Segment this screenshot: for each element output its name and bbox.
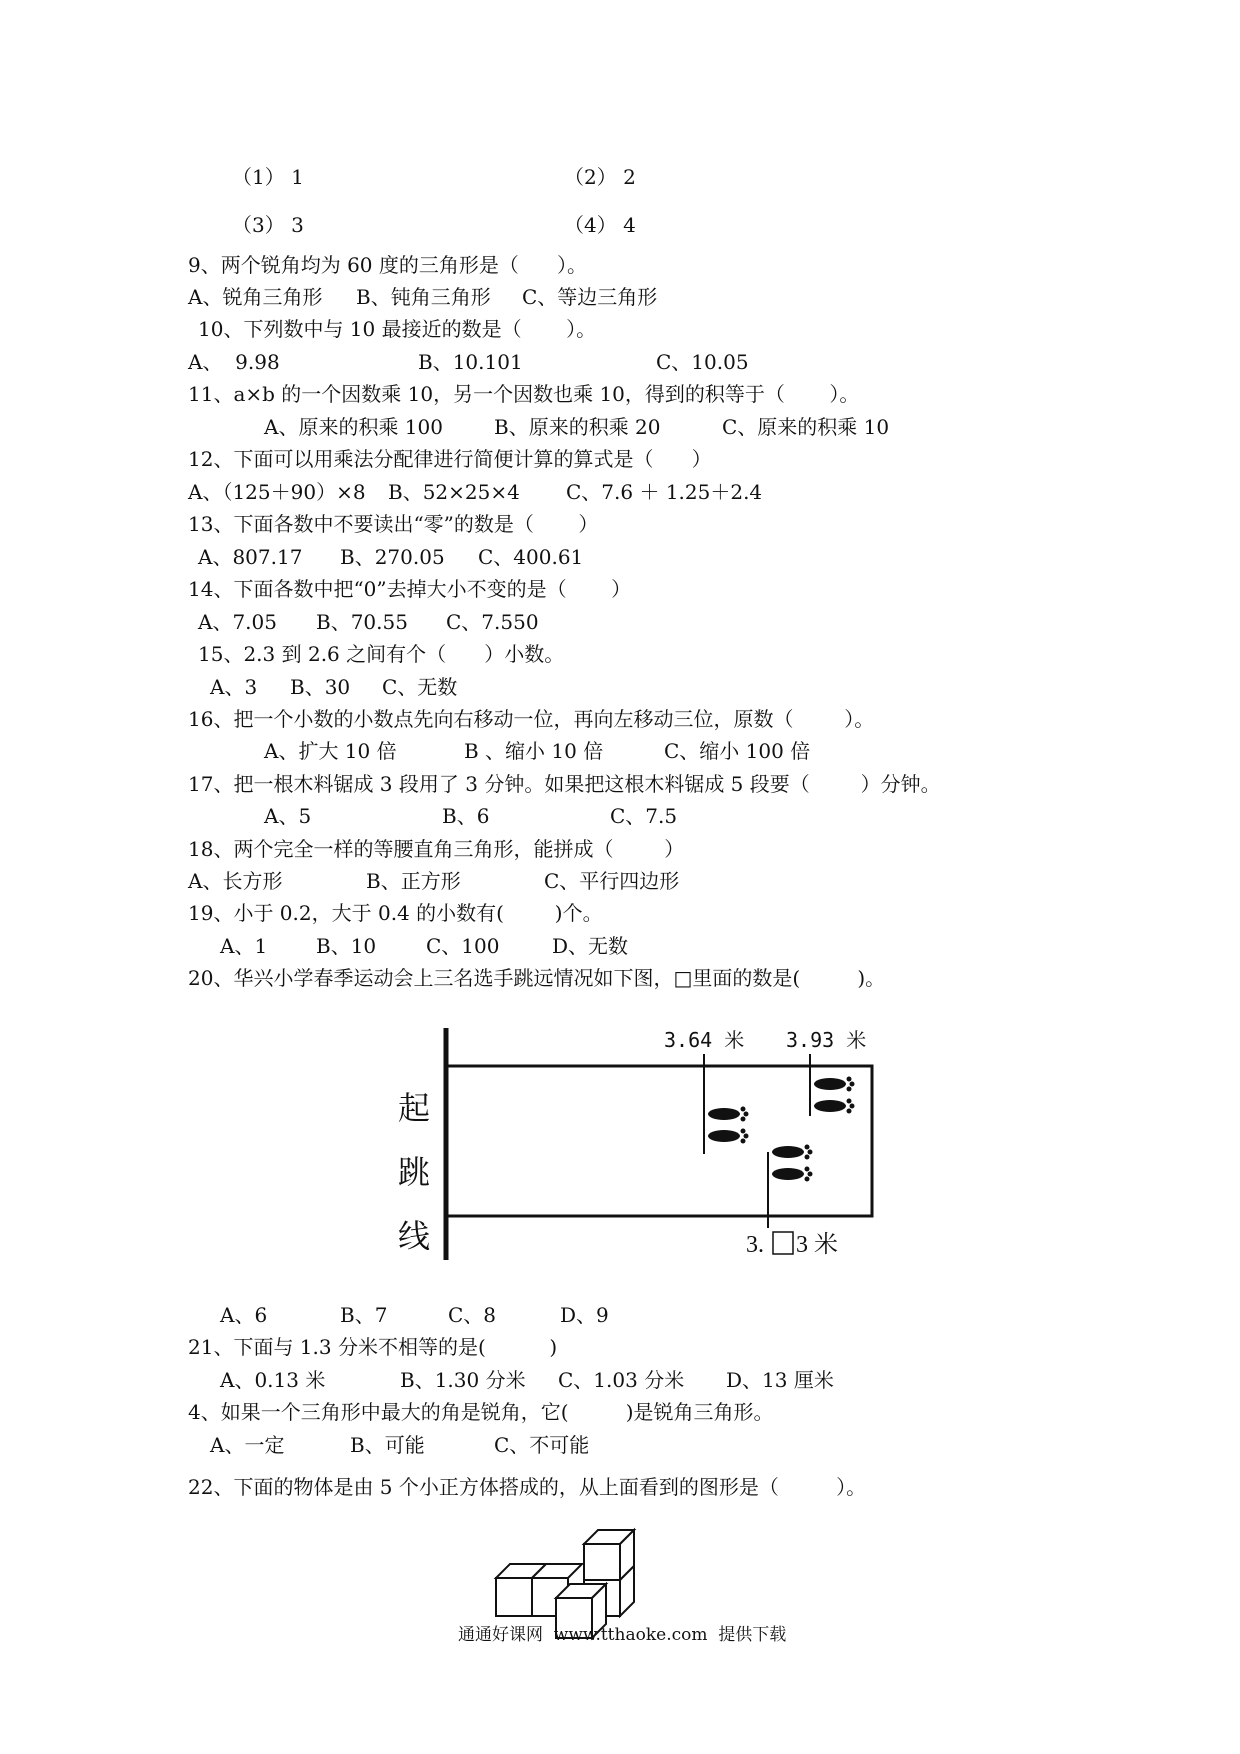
question-stem: 21、下面与 1.3 分米不相等的是( ): [188, 1335, 558, 1359]
start-line-char: 跳: [398, 1153, 431, 1191]
option: D、9: [560, 1303, 609, 1327]
option: B、可能: [350, 1433, 425, 1457]
option: B、钝角三角形: [356, 285, 491, 309]
option: C、等边三角形: [522, 285, 658, 309]
option: D、13 厘米: [726, 1368, 834, 1392]
option: A、6: [220, 1303, 268, 1327]
option: B、270.05: [340, 545, 445, 569]
option: C、无数: [382, 675, 458, 699]
question-stem: 19、小于 0.2，大于 0.4 的小数有( )个。: [188, 901, 603, 925]
option: C、400.61: [478, 545, 584, 569]
question-stem: 9、两个锐角均为 60 度的三角形是（ ）。: [188, 253, 588, 277]
question-stem: 10、下列数中与 10 最接近的数是（ ）。: [198, 317, 597, 341]
option: B、6: [442, 804, 490, 828]
footprint-icon: [814, 1077, 855, 1114]
option: C、7.5: [610, 804, 678, 828]
missing-digit-box: [773, 1232, 793, 1254]
option: A、807.17: [198, 545, 303, 569]
option: A、长方形: [188, 869, 283, 893]
option: C、不可能: [494, 1433, 590, 1457]
option: B、原来的积乘 20: [494, 415, 661, 439]
option: C、8: [448, 1303, 497, 1327]
long-jump-figure: [390, 1006, 890, 1266]
option: A、锐角三角形: [188, 285, 323, 309]
distance-label: 3.93 米: [786, 1028, 867, 1052]
option: B、7: [340, 1303, 388, 1327]
question-stem: 20、华兴小学春季运动会上三名选手跳远情况如下图，□里面的数是( )。: [188, 966, 886, 990]
top-option-1: （1） 1: [232, 165, 304, 189]
distance-label-suffix: 3 米: [796, 1232, 838, 1258]
option: C、7.550: [446, 610, 539, 634]
option: C、100: [426, 934, 500, 958]
question-stem: 22、下面的物体是由 5 个小正方体搭成的，从上面看到的图形是（ ）。: [188, 1475, 867, 1499]
option: A、7.05: [198, 610, 277, 634]
option: C、原来的积乘 10: [722, 415, 890, 439]
option: C、缩小 100 倍: [664, 739, 811, 763]
distance-label-prefix: 3.: [746, 1232, 764, 1258]
option: B 、缩小 10 倍: [464, 739, 604, 763]
footprint-icon: [708, 1107, 749, 1144]
start-line-char: 线: [398, 1217, 431, 1255]
option: C、1.03 分米: [558, 1368, 685, 1392]
question-stem: 16、把一个小数的小数点先向右移动一位，再向左移动三位，原数（ ）。: [188, 707, 875, 731]
option: A、原来的积乘 100: [264, 415, 443, 439]
question-stem: 15、2.3 到 2.6 之间有个（ ）小数。: [198, 642, 565, 666]
distance-label: 3.64 米: [664, 1028, 745, 1052]
option: B、52×25×4: [388, 480, 520, 504]
question-stem: 12、下面可以用乘法分配律进行简便计算的算式是（ ）: [188, 447, 712, 471]
option: B、70.55: [316, 610, 408, 634]
option: C、7.6 ＋ 1.25＋2.4: [566, 480, 763, 504]
question-stem: 18、两个完全一样的等腰直角三角形，能拼成（ ）: [188, 837, 685, 861]
option: C、10.05: [656, 350, 749, 374]
option: A、5: [264, 804, 312, 828]
question-stem: 14、下面各数中把“0”去掉大小不变的是（ ）: [188, 577, 632, 601]
option: D、无数: [552, 934, 629, 958]
question-stem: 17、把一根木料锯成 3 段用了 3 分钟。如果把这根木料锯成 5 段要（ ）分钟。: [188, 772, 941, 796]
option: B、30: [290, 675, 351, 699]
option: A、1: [220, 934, 268, 958]
question-stem: 4、如果一个三角形中最大的角是锐角，它( )是锐角三角形。: [188, 1400, 774, 1424]
top-option-3: （3） 3: [232, 213, 304, 237]
option: A、扩大 10 倍: [264, 739, 397, 763]
option: B、1.30 分米: [400, 1368, 526, 1392]
option: C、平行四边形: [544, 869, 680, 893]
footprint-icon: [772, 1145, 813, 1182]
footer-source: 通通好课网 www.tthaoke.com 提供下载: [458, 1625, 787, 1645]
option: B、10: [316, 934, 377, 958]
option: B、10.101: [418, 350, 523, 374]
option: A、（125＋90）×8: [188, 480, 366, 504]
question-stem: 11、a×b 的一个因数乘 10，另一个因数也乘 10，得到的积等于（ ）。: [188, 382, 860, 406]
top-option-4: （4） 4: [564, 213, 636, 237]
start-line-char: 起: [398, 1089, 431, 1127]
top-option-2: （2） 2: [564, 165, 636, 189]
option: A、3: [210, 675, 258, 699]
option: A、 9.98: [188, 350, 280, 374]
question-stem: 13、下面各数中不要读出“零”的数是（ ）: [188, 512, 599, 536]
option: A、0.13 米: [220, 1368, 326, 1392]
option: A、一定: [210, 1433, 285, 1457]
option: B、正方形: [366, 869, 461, 893]
pit-rectangle: [446, 1066, 872, 1216]
